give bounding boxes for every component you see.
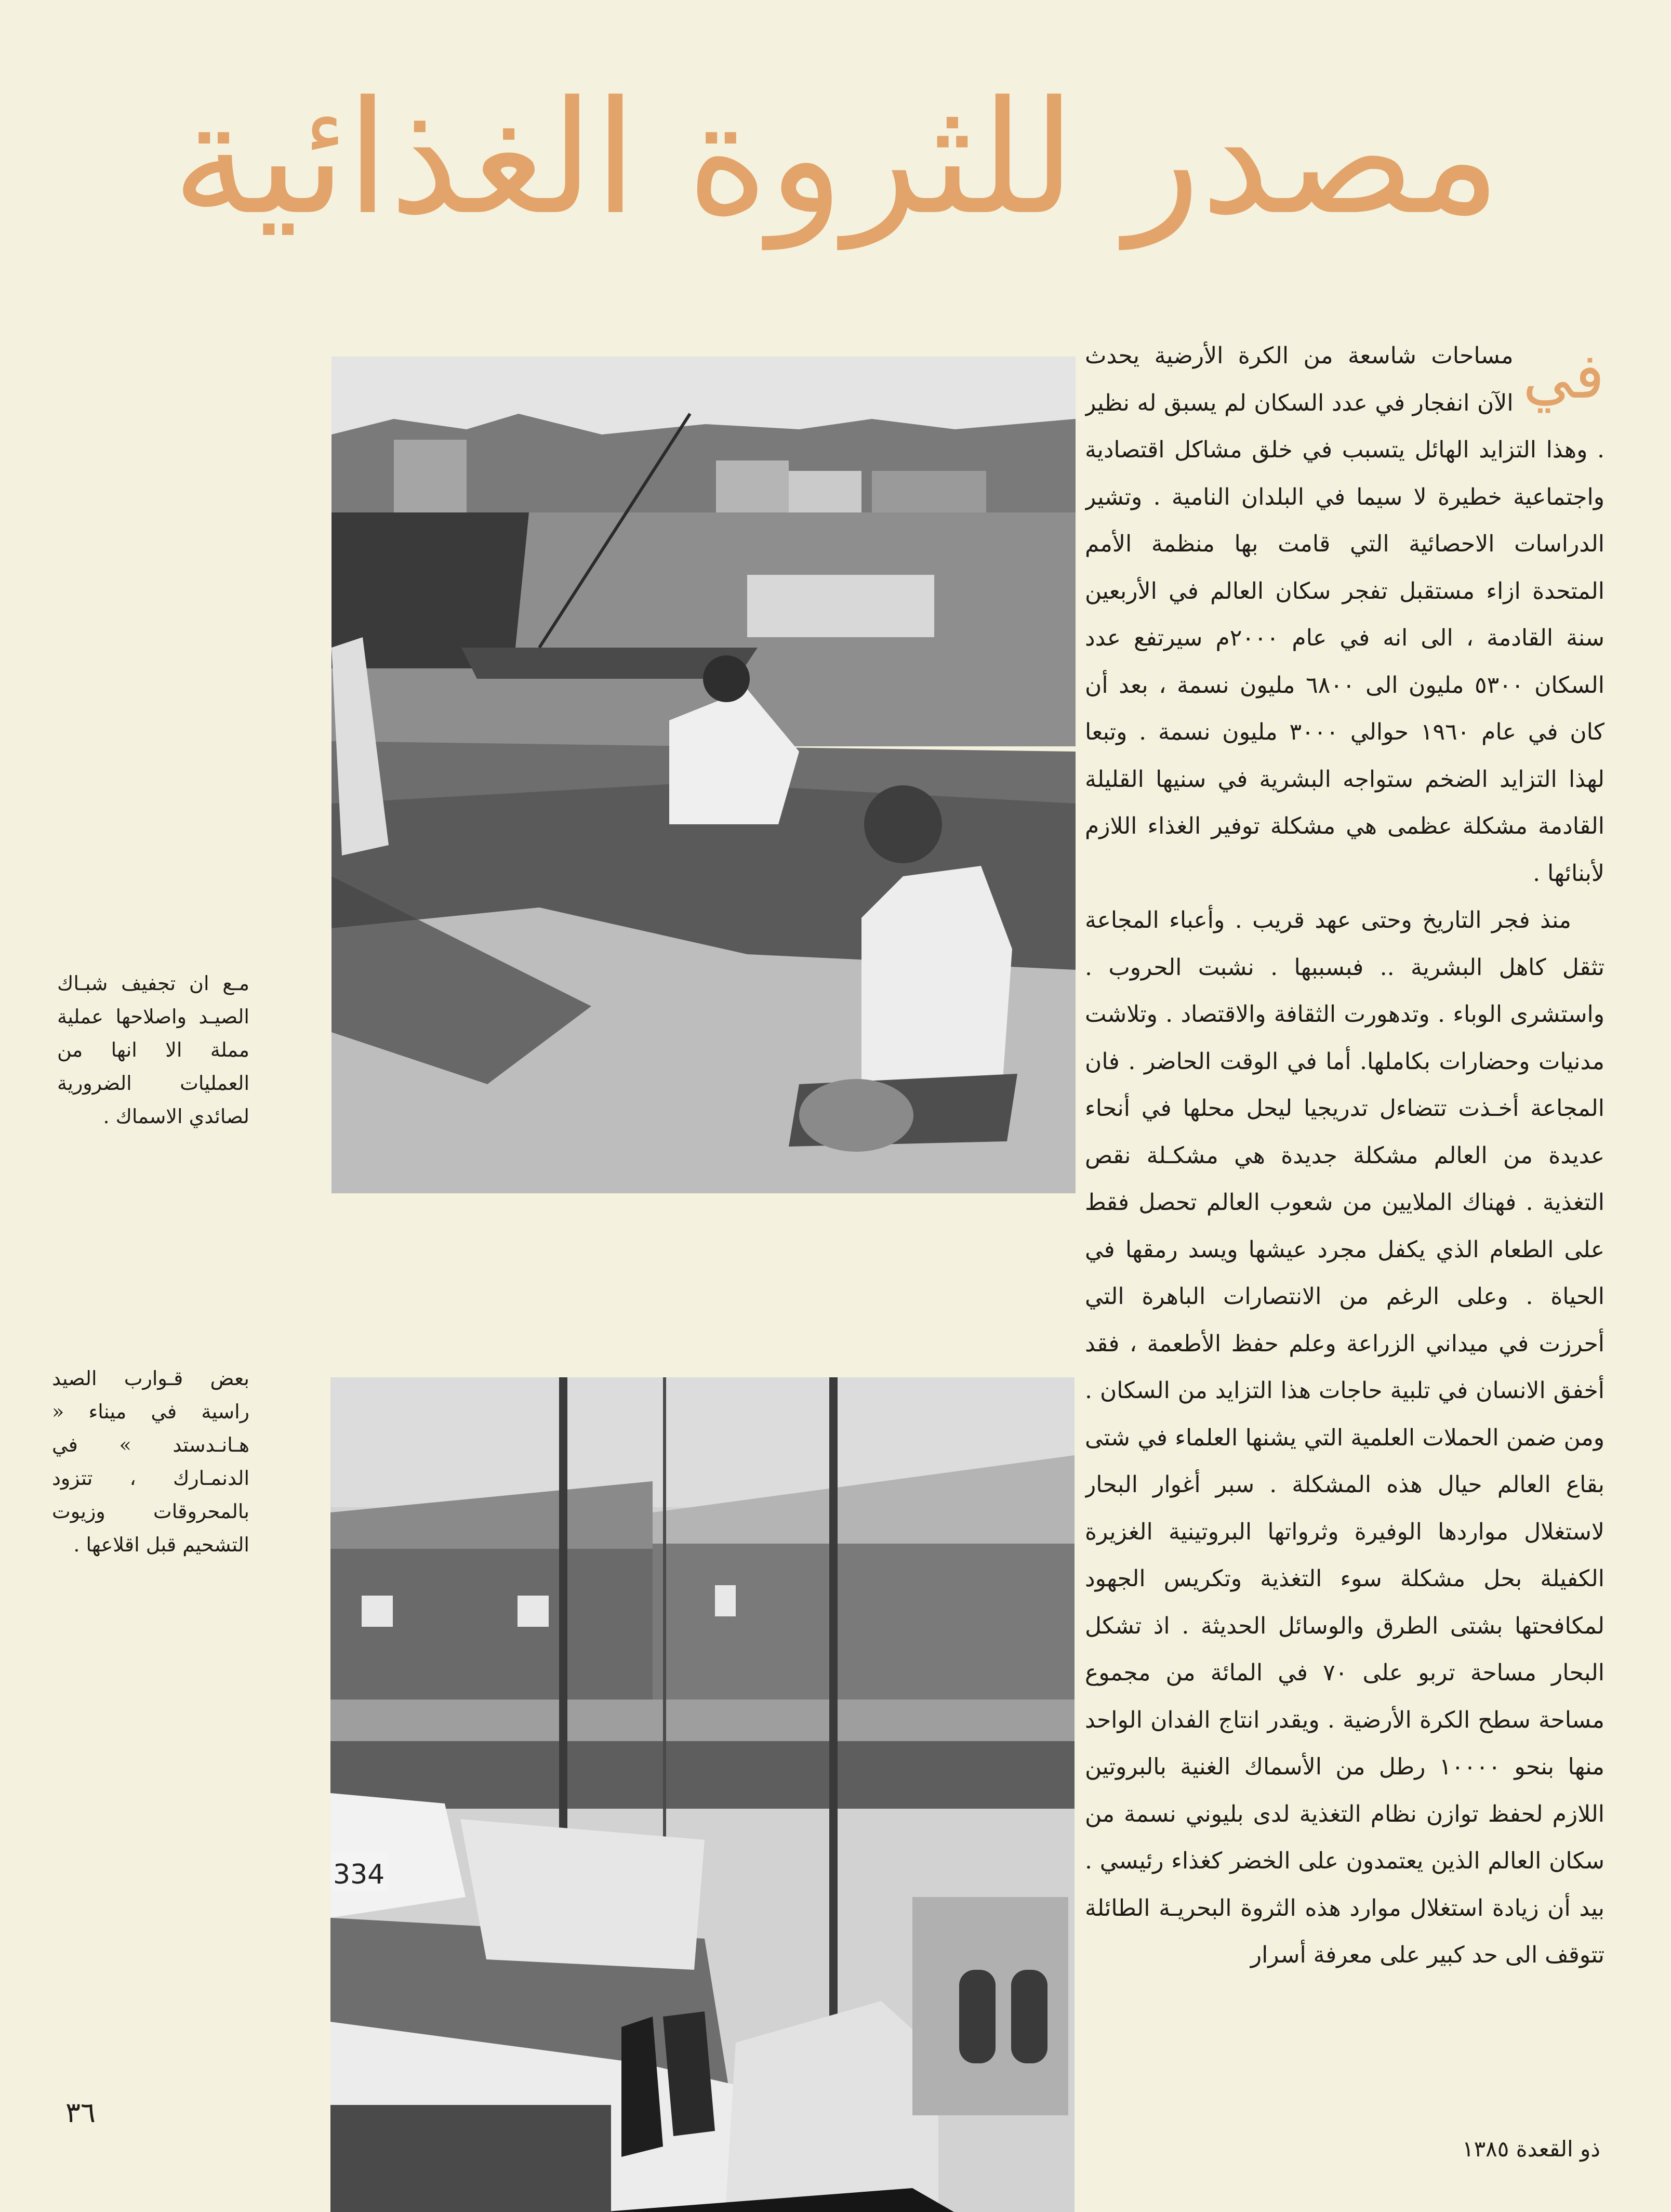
article-paragraph: منذ فجر التاريخ وحتى عهد قريب . وأعباء المجاعة تثقل كاهل البشرية .. فبسببها . نشبت الحروب . واستشرى الوباء . وتدهورت الثقافة والاقتصاد . وتلاشت مدنيات وحضارات بكاملها. أما في الوقت الحاضر . فان المجاعة أخـذت تتضاءل تدريجيا ليحل محلها في أنحاء عديدة من العالم مشكلة جديدة هي مشكـلة نقص التغذية . فهناك الملايين من شعوب العالم تحصل فقط على الطعام الذي يكفل مجرد عيشها ويسد رمقها في الحياة . وعلى الرغم من الانتصارات الباهرة التي أحرزت في ميداني الزراعة وعلم حفظ الأطعمة ، فقد أخفق الانسان في تلبية حاجات هذا التزايد من السكان . ومن ضمن الحملات العلمية التي يشنها العلماء في شتى بقاع العالم حيال هذه المشكلة . سبر أغوار البحار لاستغلال مواردها الوفيرة وثرواتها البروتينية الغزيرة الكفيلة بحل مشكلة سوء التغذية وتكريس الجهود لمكافحتها بشتى الطرق والوسائل الحديثة . اذ تشكل البحار مساحة تربو على ٧٠ في المائة من مجموع مساحة سطح الكرة الأرضية . ويقدر انتاج الفدان الواحد منها بنحو ١٠٠٠٠ رطل من الأسماك الغنية بالبروتين اللازم لحفظ توازن نظام التغذية لدى بليوني نسمة من سكان العالم الذين يعتمدون على الخضر كغذاء رئيسي . بيد أن زيادة استغلال موارد هذه الثروة البحريـة الطائلة تتوقف الى حد كبير على معرفة أسرار bbox=[1085, 907, 1604, 1968]
fishing-boats-illustration bbox=[330, 1377, 1075, 2212]
article-body bbox=[1085, 333, 1604, 2089]
harbor-nets-illustration bbox=[331, 357, 1076, 1193]
article-paragraph: مساحات شاسعة من الكرة الأرضية يحدث الآن انفجار في عدد السكان لم يسبق له نظير . وهذا التزايد الهائل يتسبب في خلق مشاكل اقتصادية واجتماعية خطيرة لا سيما في البلدان النامية . وتشير الدراسات الاحصائية التي قامت بها منظمة الأمم المتحدة ازاء مستقبل تفجر سكان العالم في الأربعين سنة القادمة ، الى انه في عام ٢٠٠٠م سيرتفع عدد السكان ٥٣٠٠ مليون الى ٦٨٠٠ مليون نسمة ، بعد أن كان في عام ١٩٦٠ حوالي ٣٠٠٠ مليون نسمة . وتبعا لهذا التزايد الضخم ستواجه البشرية في سنيها القليلة القادمة مشكلة عظمى هي مشكلة توفير الغذاء اللازم لأبنائها . bbox=[1085, 343, 1604, 887]
page-number: ٣٦ bbox=[65, 2096, 96, 2129]
photo-caption-boats: بعض قـوارب الصيد راسية في ميناء « هـانـدستد » في الدنمـارك ، تتزود بالمحروقات وزيوت التشحيم قبل اقلاعها . bbox=[52, 1367, 249, 1556]
issue-date: ذو القعدة ١٣٨٥ bbox=[1462, 2136, 1600, 2162]
photo-fishing-boats-harbor bbox=[330, 1377, 1075, 2212]
drop-cap: في bbox=[1522, 340, 1604, 413]
page-title: مصدر للثروة الغذائية bbox=[172, 68, 1501, 249]
boat-number: 334 bbox=[333, 1859, 385, 1890]
photo-fishermen-mending-nets bbox=[331, 357, 1076, 1193]
photo-caption-nets: مـع ان تجفيف شبـاك الصيـد واصلاحها عملية مملة الا انها من العمليات الضرورية لصائدي الاسماك . bbox=[57, 972, 249, 1128]
